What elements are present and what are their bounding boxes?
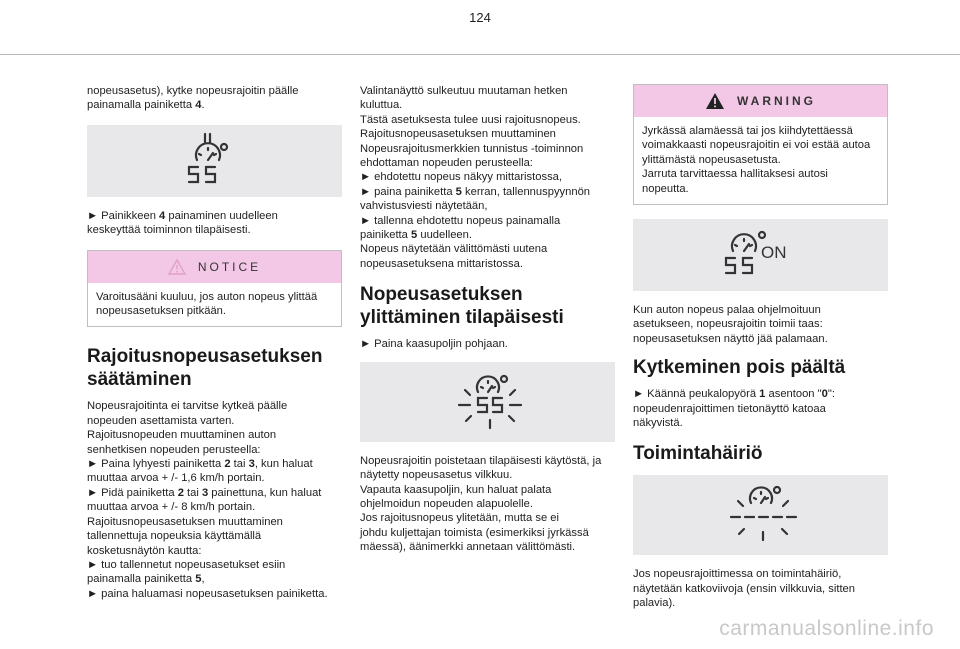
notice-title: NOTICE bbox=[197, 259, 262, 274]
column-2 bbox=[360, 84, 615, 555]
col2-override-text: Nopeusrajoitin poistetaan tilapäisesti käytöstä, ja näytetty nopeusasetus vilkkuu. Vapauta kaasupoljin, kun haluat palata ohjelmoidun nopeuden alapuolelle. Jos rajoitusnopeus ylitetään, mutta se ei johdu kuljettajan toimista (esimerkiksi jyrkässä mäessä), äänimerkki annetaan välittömästi. bbox=[360, 454, 602, 554]
heading-switch-off: Kytkeminen pois päältä bbox=[633, 357, 846, 379]
warning-header bbox=[634, 85, 887, 117]
speed-limiter-flashing-icon bbox=[443, 366, 533, 438]
column-3 bbox=[633, 84, 888, 611]
col1-pause-text: ► Painikkeen 4 painaminen uudelleen keskeyttää toiminnon tilapäisesti. bbox=[87, 209, 278, 237]
col1-body: Nopeusrajoitinta ei tarvitse kytkeä päälle nopeuden asettamista varten. Rajoitusnopeuden muuttaminen auton senhetkisen nopeuden perusteella: ► Paina lyhyesti painiketta 2 tai 3, kun haluat muuttaa arvoa + /- 1,6 km/h portain. ► Pidä painiketta 2 tai 3 painettuna, kun haluat muuttaa arvoa + /- 8 km/h portain. Rajoitusnopeusasetuksen muuttaminen tallennettuja nopeuksia käyttämällä kosketusnäytön kautta: ► tuo tallennetut nopeusasetukset esiin painamalla painiketta 5, ► paina haluamasi nopeusasetuksen painiketta. bbox=[87, 400, 328, 600]
notice-header bbox=[88, 251, 341, 283]
limiter-pause-icon-panel bbox=[87, 125, 342, 197]
col2-step: ► Paina kaasupoljin pohjaan. bbox=[360, 338, 508, 351]
on-label: ON bbox=[760, 243, 786, 263]
speed-limiter-pause-icon bbox=[185, 130, 245, 192]
heading-temporary-override: Nopeusasetuksen ylittäminen tilapäisesti bbox=[360, 284, 564, 329]
warning-text: Jyrkässä alamäessä tai jos kiihdytettäessä voimakkaasti nopeusrajoitin ei voi estää autoa ylittämästä nopeusasetusta. Jarruta tarvittaessa hallitaksesi autosi nopeutta. bbox=[642, 125, 871, 195]
limiter-on-icon-panel bbox=[633, 219, 888, 291]
col2-intro: Valintanäyttö sulkeutuu muutaman hetken kuluttua. Tästä asetuksesta tulee uusi rajoitusnopeus. Rajoitusnopeusasetuksen muuttaminen Nopeusrajoitusmerkkien tunnistus -toiminnon ehdottaman nopeuden perusteella: ► ehdotettu nopeus näkyy mittaristossa, ► paina painiketta 5 kerran, tallennuspyynnön vahvistusviesti näytetään, ► tallenna ehdotettu nopeus painamalla painiketta 5 uudelleen. Nopeus näytetään välittömästi uutena nopeusasetuksena mittaristossa. bbox=[360, 85, 591, 270]
warning-triangle-icon bbox=[705, 92, 725, 110]
column-1 bbox=[87, 84, 342, 601]
speed-limiter-fault-icon bbox=[716, 479, 806, 551]
watermark: carmanualsonline.info bbox=[719, 617, 934, 640]
col3-on-text: Kun auton nopeus palaa ohjelmoituun asetukseen, nopeusrajoitin toimii taas: nopeusasetuksen näyttö jää palamaan. bbox=[633, 304, 828, 345]
notice-text: Varoitusääni kuuluu, jos auton nopeus ylittää nopeusasetuksen pitkään. bbox=[96, 290, 318, 318]
limiter-override-icon-panel bbox=[360, 362, 615, 442]
col3-fault-text: Jos nopeusrajoittimessa on toimintahäiriö, näytetään katkoviivoja (ensin vilkkuvia, sitten palavia). bbox=[633, 568, 855, 610]
limiter-fault-icon-panel bbox=[633, 475, 888, 555]
header-divider bbox=[0, 54, 960, 55]
col3-off-text: ► Käännä peukalopyörä 1 asentoon "0": nopeudenrajoittimen tietonäyttö katoaa näkyvistä. bbox=[633, 388, 835, 430]
warning-box bbox=[633, 84, 888, 205]
warning-title: WARNING bbox=[737, 94, 816, 108]
col1-intro: nopeusasetus), kytke nopeusrajoitin päälle painamalla painiketta 4. bbox=[87, 85, 299, 112]
heading-speed-setting-adjust: Rajoitusnopeusasetuksen säätäminen bbox=[87, 346, 323, 391]
speed-limiter-on-icon bbox=[721, 227, 801, 283]
notice-box bbox=[87, 250, 342, 328]
heading-malfunction: Toimintahäiriö bbox=[633, 443, 763, 465]
warning-triangle-icon bbox=[168, 259, 186, 275]
page-number: 124 bbox=[469, 10, 491, 25]
